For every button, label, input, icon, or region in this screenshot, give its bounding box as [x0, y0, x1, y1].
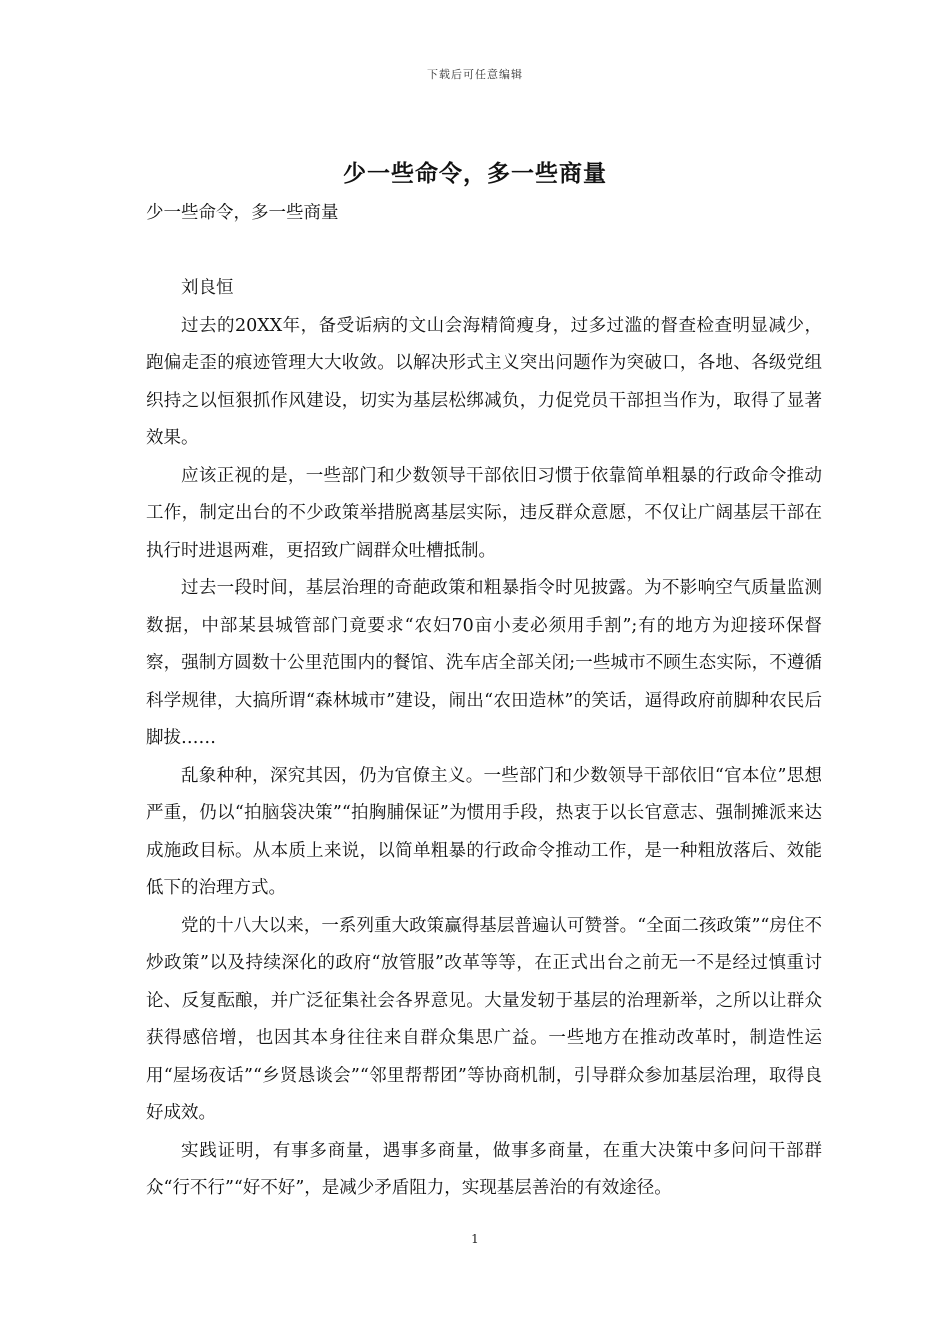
header-note: 下载后可任意编辑: [427, 68, 523, 81]
author-name: 刘良恒: [181, 278, 234, 298]
blank-line: [146, 233, 822, 271]
paragraph-3: 过去一段时间，基层治理的奇葩政策和粗暴指令时见披露。为不影响空气质量监测数据，中部某县城管部门竟要求“农妇70亩小麦必须用手割”;有的地方为迎接环保督察，强制方圆数十公里范围内的餐馆、洗车店全部关闭;一些城市不顾生态实际，不遵循科学规律，大搞所谓“森林城市”建设，闹出“农田造林”的笑话，逼得政府前脚种农民后脚拔……: [146, 578, 822, 748]
paragraph-5: 党的十八大以来，一系列重大政策赢得基层普遍认可赞誉。“全面二孩政策”“房住不炒政策”以及持续深化的政府“放管服”改革等等，在正式出台之前无一不是经过慎重讨论、反复酝酿，并广泛征集社会各界意见。大量发轫于基层的治理新举，之所以让群众获得感倍增，也因其本身往往来自群众集思广益。一些地方在推动改革时，制造性运用“屋场夜话”“乡贤恳谈会”“邻里帮帮团”等协商机制，引导群众参加基层治理，取得良好成效。: [146, 915, 822, 1123]
document-body: [146, 195, 822, 1208]
paragraph-1: 过去的20XX年，备受诟病的文山会海精简瘦身，过多过滥的督查检查明显减少，跑偏走歪的痕迹管理大大收敛。以解决形式主义突出问题作为突破口，各地、各级党组织持之以恒狠抓作风建设，切实为基层松绑减负，力促党员干部担当作为，取得了显著效果。: [146, 315, 822, 448]
page-number: 1: [471, 1232, 479, 1246]
paragraph-4: 乱象种种，深究其因，仍为官僚主义。一些部门和少数领导干部依旧“官本位”思想严重，仍以“拍脑袋决策”“拍胸脯保证”为惯用手段，热衷于以长官意志、强制摊派来达成施政目标。从本质上来说，以简单粗暴的行政命令推动工作，是一种粗放落后、效能低下的治理方式。: [146, 765, 822, 898]
paragraph-6: 实践证明，有事多商量，遇事多商量，做事多商量，在重大决策中多问问干部群众“行不行”“好不好”，是减少矛盾阻力，实现基层善治的有效途径。: [146, 1140, 822, 1198]
document-subtitle: 少一些命令，多一些商量: [146, 203, 339, 223]
document-title: 少一些命令，多一些商量: [343, 160, 607, 187]
paragraph-2: 应该正视的是，一些部门和少数领导干部依旧习惯于依靠简单粗暴的行政命令推动工作，制定出台的不少政策举措脱离基层实际，违反群众意愿，不仅让广阔基层干部在执行时进退两难，更招致广阔群众吐槽抵制。: [146, 465, 822, 561]
